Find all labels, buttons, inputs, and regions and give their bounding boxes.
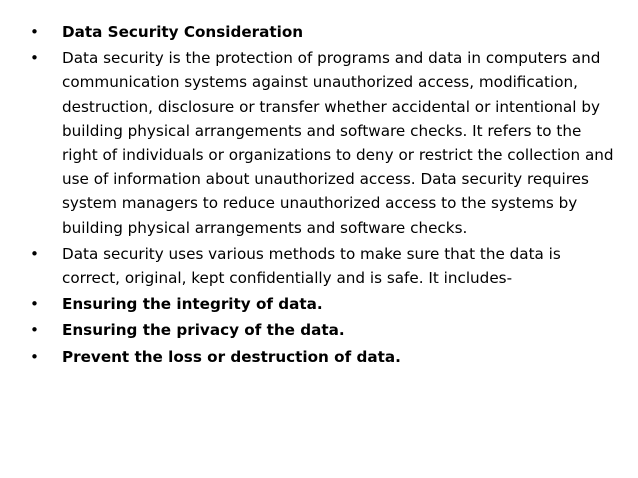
bullet-text: Ensuring the privacy of the data. <box>62 321 345 340</box>
bullet-icon: • <box>30 321 39 340</box>
bullet-icon: • <box>30 23 39 41</box>
bullet-item-integrity <box>30 292 614 316</box>
bullet-item-methods <box>30 242 614 290</box>
bullet-item-loss-prevention <box>30 345 614 369</box>
bullet-list <box>30 20 614 371</box>
bullet-icon: • <box>30 244 39 263</box>
bullet-text: Prevent the loss or destruction of data. <box>62 347 401 366</box>
bullet-item-definition <box>30 46 614 240</box>
bullet-text: Data Security Consideration <box>62 23 304 41</box>
bullet-text: Ensuring the integrity of data. <box>62 295 323 314</box>
bullet-icon: • <box>30 49 39 68</box>
bullet-item-heading <box>30 20 614 44</box>
bullet-icon: • <box>30 295 39 314</box>
bullet-item-privacy <box>30 318 614 342</box>
bullet-icon: • <box>30 347 39 366</box>
bullet-text: Data security is the protection of programs and data in computers and communication systems against unauthorized access, modification, destruction, disclosure or transfer whether accidental or intentional by building physical arrangements and software checks. It refers to the right of individuals or organizations to deny or restrict the collection and use of information about unauthorized access. Data security requires system managers to reduce unauthorized access to the systems by building physical arrangements and software checks. <box>62 49 614 237</box>
bullet-text: Data security uses various methods to make sure that the data is correct, original, kept confidentially and is safe. It includes- <box>62 244 561 288</box>
